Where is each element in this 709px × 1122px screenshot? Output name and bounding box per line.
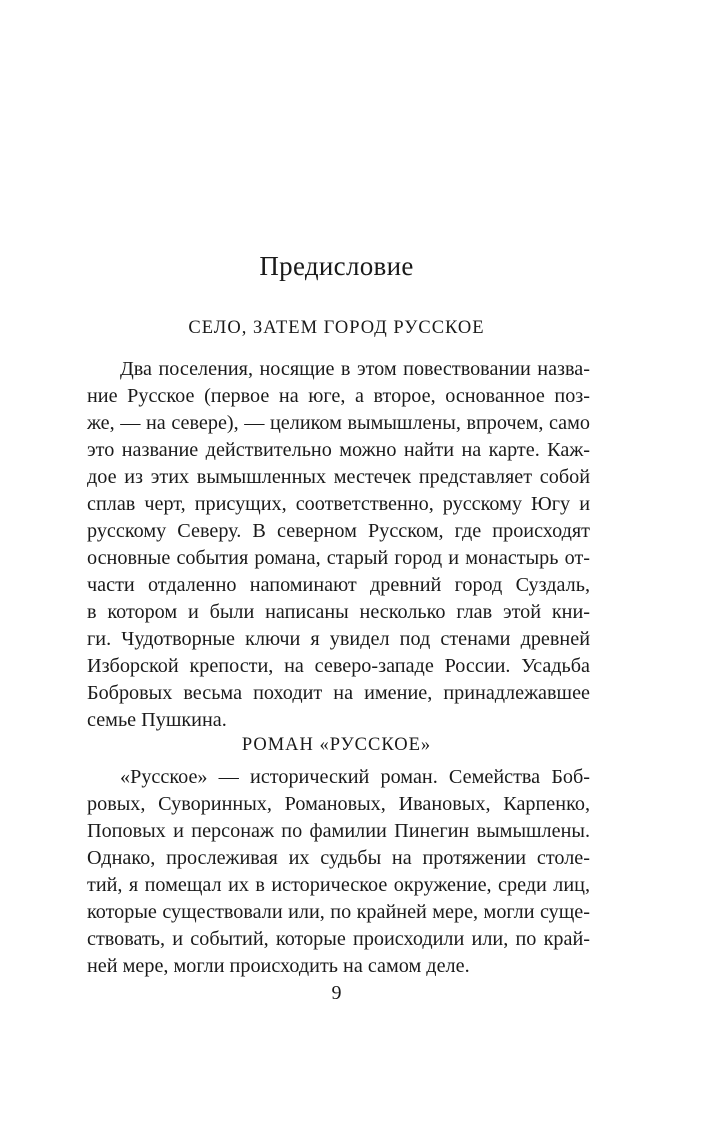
text-line: русскому Северу. В северном Русском, где происходят xyxy=(87,520,590,542)
paragraph-village xyxy=(87,356,590,734)
text-line: дое из этих вымышленных местечек представляет собой xyxy=(87,466,590,488)
text-line: тий, я помещал их в историческое окружение, среди лиц, xyxy=(87,874,590,896)
text-line: ровых, Суворинных, Романовых, Ивановых, Карпенко, xyxy=(87,793,590,815)
text-line: которые существовали или, по крайней мере, могли суще- xyxy=(87,901,590,923)
page-title: Предисловие xyxy=(259,251,414,281)
section-heading-novel: РОМАН «РУССКОЕ» xyxy=(241,735,432,755)
paragraph-novel xyxy=(87,764,590,980)
text-line: «Русское» — исторический роман. Семейства Боб- xyxy=(120,766,590,788)
text-line: Два поселения, носящие в этом повествовании назва- xyxy=(120,358,590,380)
text-line: ней мере, могли происходить на самом деле. xyxy=(87,955,470,977)
text-line: сплав черт, присущих, соответственно, русскому Югу и xyxy=(87,493,590,515)
text-line: в котором и были написаны несколько глав этой кни- xyxy=(87,601,590,623)
text-line: основные события романа, старый город и монастырь от- xyxy=(87,547,590,569)
text-line: ние Русское (первое на юге, а второе, основанное поз- xyxy=(87,385,590,407)
text-line: Изборской крепости, на северо-западе России. Усадьба xyxy=(87,655,590,677)
page-number: 9 xyxy=(331,982,342,1004)
text-line: семье Пушкина. xyxy=(87,709,227,731)
text-line: Однако, прослеживая их судьбы на протяжении столе- xyxy=(87,847,590,869)
text-line: ги. Чудотворные ключи я увидел под стенами древней xyxy=(87,628,590,650)
text-line: Поповых и персонаж по фамилии Пинегин вымышлены. xyxy=(87,820,590,842)
text-line: ствовать, и событий, которые происходили или, по край- xyxy=(87,928,590,950)
text-line: это название действительно можно найти на карте. Каж- xyxy=(87,439,590,461)
section-heading-village: СЕЛО, ЗАТЕМ ГОРОД РУССКОЕ xyxy=(188,318,485,338)
text-line: Бобровых весьма походит на имение, принадлежавшее xyxy=(87,682,590,704)
text-line: же, — на севере), — целиком вымышлены, впрочем, само xyxy=(87,412,590,434)
text-line: части отдаленно напоминают древний город Суздаль, xyxy=(87,574,590,596)
